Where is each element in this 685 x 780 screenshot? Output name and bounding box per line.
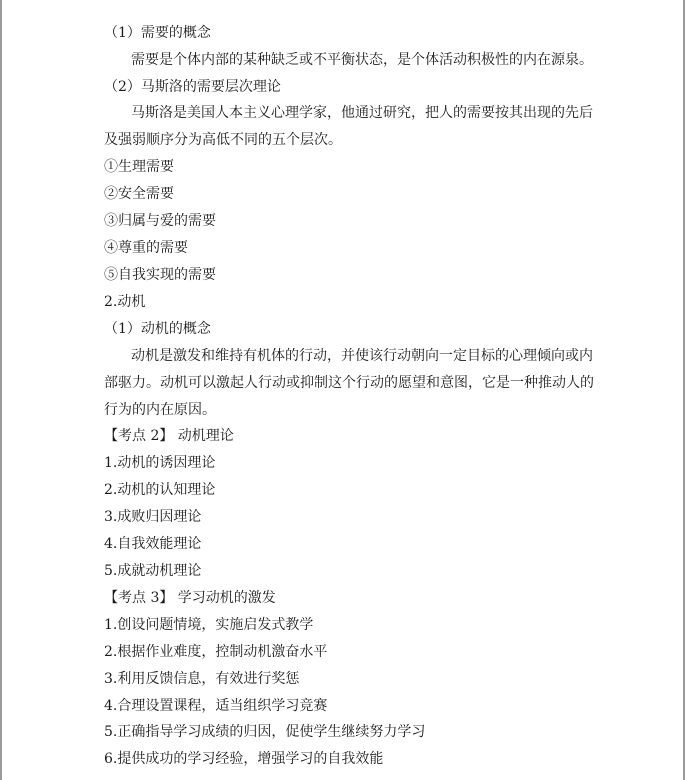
paragraph-line: 需要是个体内部的某种缺乏或不平衡状态，是个体活动积极性的内在源泉。 [131,52,593,68]
paragraph-line: 行为的内在原因。 [104,402,216,418]
paragraph-line: 部驱力。动机可以激起人行动或抑制这个行动的愿望和意图，它是一种推动人的 [104,375,594,391]
list-item: 3.成败归因理论 [104,509,202,525]
list-item: ⑤自我实现的需要 [104,267,216,283]
paragraph-line: 动机是激发和维持有机体的行动，并使该行动朝向一定目标的心理倾向或内 [131,348,593,364]
list-item: 6.提供成功的学习经验，增强学习的自我效能 [104,751,384,767]
list-item: 3.利用反馈信息，有效进行奖惩 [104,671,300,687]
list-item: 5.成就动机理论 [104,563,202,579]
exam-point-heading: 【考点 3】 学习动机的激发 [104,590,276,606]
paragraph-line: 马斯洛是美国人本主义心理学家，他通过研究，把人的需要按其出现的先后 [131,105,593,121]
list-item: 2.根据作业难度，控制动机激奋水平 [104,644,328,660]
subheading: （1）动机的概念 [104,321,211,337]
exam-point-heading: 【考点 2】 动机理论 [104,428,234,444]
list-item: 4.自我效能理论 [104,536,202,552]
paragraph-line: 及强弱顺序分为高低不同的五个层次。 [104,132,342,148]
subheading: （1）需要的概念 [104,25,211,41]
list-item: ④尊重的需要 [104,240,188,256]
list-item: 2.动机的认知理论 [104,482,216,498]
page-border-left [0,0,2,780]
list-item: ③归属与爱的需要 [104,213,216,229]
list-item: 5.正确指导学习成绩的归因，促使学生继续努力学习 [104,724,426,740]
list-item: 1.动机的诱因理论 [104,455,216,471]
subheading: （2）马斯洛的需要层次理论 [104,79,281,95]
list-item: ②安全需要 [104,186,174,202]
list-item: ①生理需要 [104,159,174,175]
section-heading: 2.动机 [104,294,146,310]
list-item: 4.合理设置课程，适当组织学习竞赛 [104,698,328,714]
list-item: 1.创设问题情境，实施启发式教学 [104,617,314,633]
